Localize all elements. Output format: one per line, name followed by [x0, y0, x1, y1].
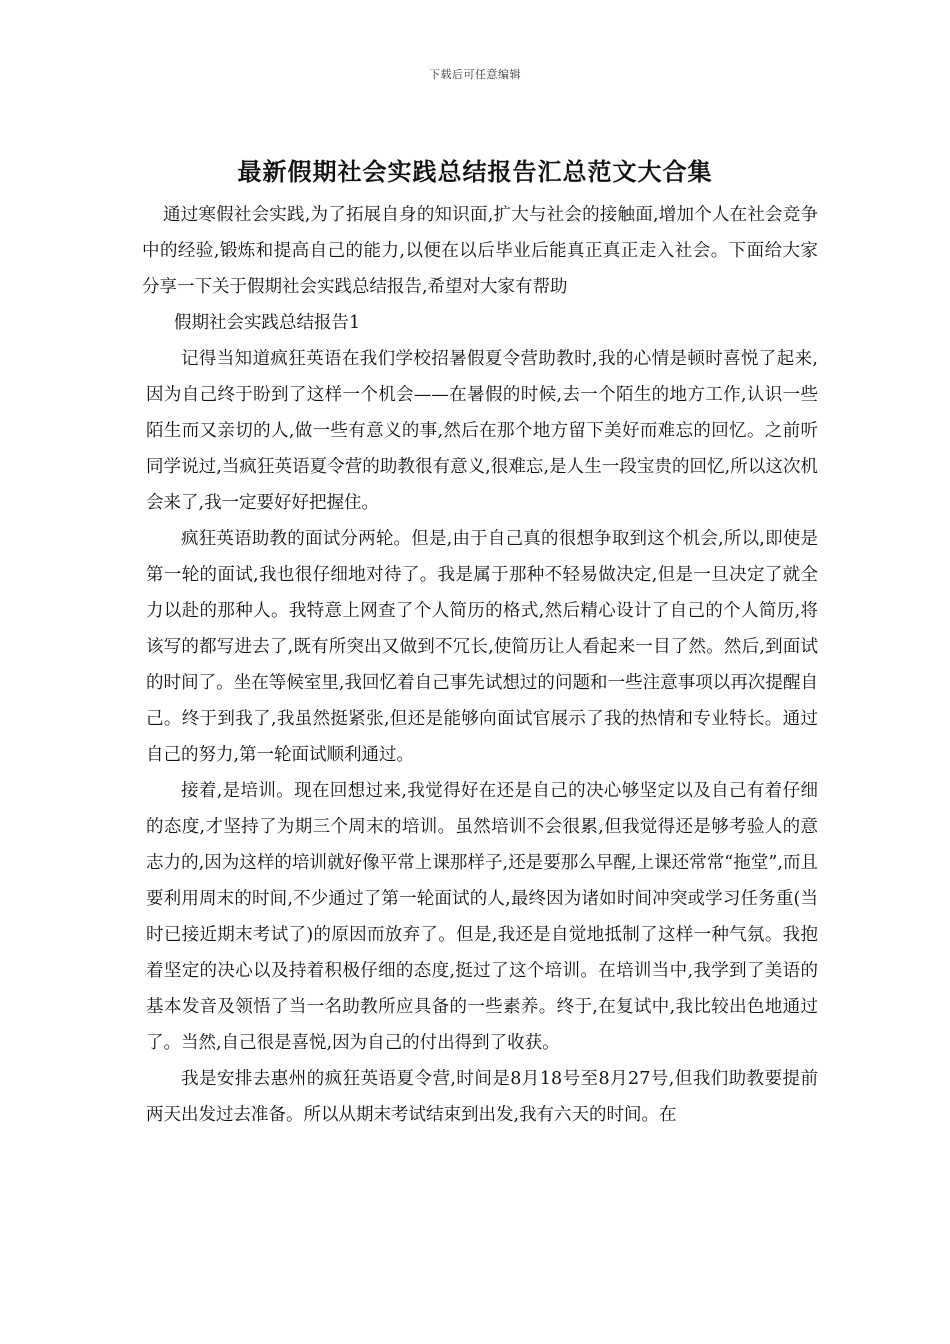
body-paragraph: 疯狂英语助教的面试分两轮。但是,由于自己真的很想争取到这个机会,所以,即使是第一轮的面试,我也很仔细地对待了。我是属于那种不轻易做决定,但是一旦决定了就全力以赴的那种人。我特意上网查了个人简历的格式,然后精心设计了自己的个人简历,将该写的都写进去了,既有所突出又做到不冗长,使简历让人看起来一目了然。然后,到面试的时间了。坐在等候室里,我回忆着自己事先试想过的问题和一些注意事项以再次提醒自己。终于到我了,我虽然挺紧张,但还是能够向面试官展示了我的热情和专业特长。通过自己的努力,第一轮面试顺利通过。 [146, 529, 818, 765]
document-body [142, 197, 818, 1133]
body-paragraph: 记得当知道疯狂英语在我们学校招暑假夏令营助教时,我的心情是顿时喜悦了起来,因为自己终于盼到了这样一个机会——在暑假的时候,去一个陌生的地方工作,认识一些陌生而又亲切的人,做一些有意义的事,然后在那个地方留下美好而难忘的回忆。之前听同学说过,当疯狂英语夏令营的助教很有意义,很难忘,是人生一段宝贵的回忆,所以这次机会来了,我一定要好好把握住。 [146, 349, 818, 513]
header-note: 下载后可任意编辑 [429, 68, 521, 81]
section-title: 假期社会实践总结报告1 [174, 313, 361, 333]
document-title: 最新假期社会实践总结报告汇总范文大合集 [237, 157, 713, 186]
body-paragraph: 我是安排去惠州的疯狂英语夏令营,时间是8月18号至8月27号,但我们助教要提前两天出发过去准备。所以从期末考试结束到出发,我有六天的时间。在 [146, 1069, 818, 1125]
intro-paragraph: 通过寒假社会实践,为了拓展自身的知识面,扩大与社会的接触面,增加个人在社会竞争中的经验,锻炼和提高自己的能力,以便在以后毕业后能真正真正走入社会。下面给大家分享一下关于假期社会实践总结报告,希望对大家有帮助 [142, 205, 818, 297]
body-paragraph: 接着,是培训。现在回想过来,我觉得好在还是自己的决心够坚定以及自己有着仔细的态度,才坚持了为期三个周末的培训。虽然培训不会很累,但我觉得还是够考验人的意志力的,因为这样的培训就好像平常上课那样子,还是要那么早醒,上课还常常“拖堂”,而且要利用周末的时间,不少通过了第一轮面试的人,最终因为诸如时间冲突或学习任务重(当时已接近期末考试了)的原因而放弃了。但是,我还是自觉地抵制了这样一种气氛。我抱着坚定的决心以及持着积极仔细的态度,挺过了这个培训。在培训当中,我学到了美语的基本发音及领悟了当一名助教所应具备的一些素养。终于,在复试中,我比较出色地通过了。当然,自己很是喜悦,因为自己的付出得到了收获。 [146, 781, 818, 1053]
